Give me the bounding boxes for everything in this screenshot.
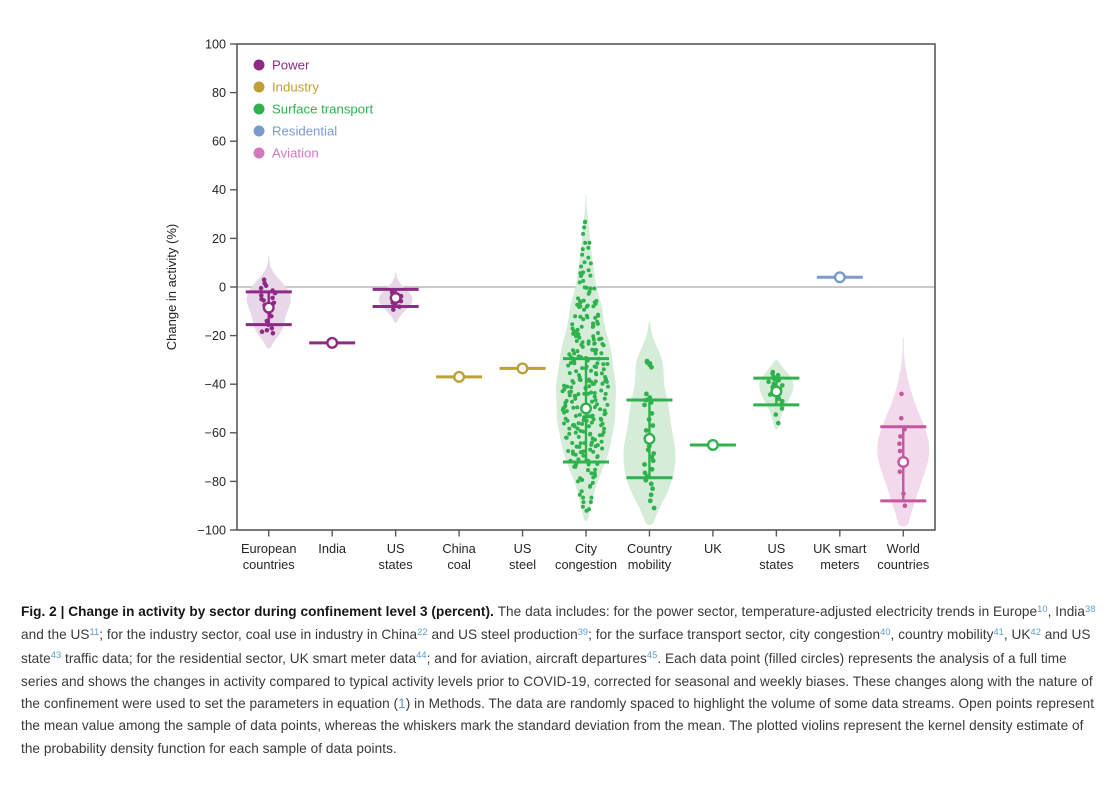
data-point xyxy=(585,315,589,319)
data-point xyxy=(598,407,602,411)
data-point xyxy=(562,384,566,388)
data-point xyxy=(581,505,585,509)
data-point xyxy=(563,404,567,408)
data-point xyxy=(570,441,574,445)
data-point xyxy=(593,395,597,399)
caption-segment-5: and the US xyxy=(21,627,90,643)
data-point xyxy=(578,280,582,284)
data-point xyxy=(581,317,585,321)
surface-transport-legend-dot xyxy=(254,104,265,115)
data-point xyxy=(592,382,596,386)
category-us-states-power xyxy=(373,272,419,323)
x-tick-label-india: India xyxy=(318,541,347,556)
y-tick-label: −80 xyxy=(204,474,226,489)
data-point xyxy=(589,443,593,447)
caption-segment-14[interactable]: 41 xyxy=(993,626,1004,637)
data-point xyxy=(648,498,653,503)
data-point xyxy=(592,342,596,346)
data-point xyxy=(652,506,657,511)
data-point xyxy=(581,279,585,283)
data-point xyxy=(586,246,590,250)
caption-segment-3: , India xyxy=(1047,604,1085,619)
data-point xyxy=(586,256,590,260)
data-point xyxy=(264,284,269,289)
y-tick-label: −20 xyxy=(204,329,226,343)
caption-segment-17: and US state xyxy=(21,627,1091,666)
caption-segment-21: ; and for aviation, aircraft departures xyxy=(426,650,647,666)
data-point xyxy=(897,441,902,446)
data-point xyxy=(580,478,584,482)
data-point xyxy=(592,287,596,291)
data-point xyxy=(570,400,574,404)
data-point xyxy=(593,405,597,409)
data-point xyxy=(594,348,598,352)
data-point xyxy=(591,450,595,454)
data-point xyxy=(582,225,586,229)
data-point xyxy=(581,232,585,236)
data-point xyxy=(580,253,584,257)
data-point xyxy=(591,325,595,329)
y-tick-label: 20 xyxy=(211,231,226,246)
data-point xyxy=(605,403,609,407)
data-point xyxy=(596,331,600,335)
data-point xyxy=(591,437,595,441)
data-point xyxy=(565,436,569,440)
data-point xyxy=(594,352,598,356)
mean-marker-uk-smart-meters xyxy=(835,272,845,282)
data-point xyxy=(581,247,585,251)
data-point xyxy=(592,337,596,341)
data-point xyxy=(576,392,580,396)
data-point xyxy=(898,449,903,454)
data-point xyxy=(587,424,591,428)
data-point xyxy=(774,412,779,417)
caption-segment-20[interactable]: 44 xyxy=(416,650,427,661)
data-point xyxy=(579,343,583,347)
data-point xyxy=(572,381,576,385)
data-point xyxy=(602,427,606,431)
data-point xyxy=(593,468,597,472)
mean-marker-country-mobility xyxy=(645,434,655,444)
data-point xyxy=(588,485,592,489)
mean-marker-world-countries xyxy=(898,457,908,467)
data-point xyxy=(589,261,593,265)
data-point xyxy=(898,434,903,439)
data-point xyxy=(579,378,583,382)
data-point xyxy=(579,429,583,433)
y-tick-label: 100 xyxy=(204,37,226,52)
legend-label-surface-transport: Surface transport xyxy=(272,101,374,117)
legend-label-industry: Industry xyxy=(272,79,319,95)
mean-marker-uk xyxy=(708,440,718,450)
data-point xyxy=(581,496,585,500)
data-point xyxy=(651,458,656,463)
y-axis-label: Change in activity (%) xyxy=(164,223,179,351)
industry-legend-dot xyxy=(254,82,265,93)
data-point xyxy=(261,298,266,303)
data-point xyxy=(588,274,592,278)
data-point xyxy=(594,398,598,402)
data-point xyxy=(576,296,580,300)
category-us-states-transport xyxy=(753,360,799,430)
data-point xyxy=(587,292,591,296)
data-point xyxy=(595,361,599,365)
data-point xyxy=(562,388,566,392)
category-china-coal xyxy=(436,372,482,382)
caption-segment-8[interactable]: 22 xyxy=(417,626,428,637)
mean-marker-us-steel xyxy=(518,364,528,374)
caption-segment-9: and US steel production xyxy=(427,627,578,643)
data-point xyxy=(599,417,603,421)
power-legend-dot xyxy=(254,60,265,71)
data-point xyxy=(575,349,579,353)
data-point xyxy=(644,392,649,397)
data-point xyxy=(596,322,600,326)
data-point xyxy=(562,411,566,415)
data-point xyxy=(575,445,579,449)
data-point xyxy=(601,362,605,366)
data-point xyxy=(391,307,396,312)
y-tick-label: 0 xyxy=(218,280,226,295)
data-point xyxy=(585,286,589,290)
caption-segment-10[interactable]: 39 xyxy=(577,626,589,637)
data-point xyxy=(589,415,593,419)
mean-marker-india xyxy=(327,338,337,348)
data-point xyxy=(577,421,581,425)
data-point xyxy=(599,423,603,427)
data-point xyxy=(600,447,604,451)
aviation-legend-dot xyxy=(254,148,265,159)
data-point xyxy=(600,342,604,346)
data-point xyxy=(571,450,575,454)
data-point xyxy=(574,334,578,338)
y-tick-label: −40 xyxy=(204,377,226,392)
x-tick-label-world-countries: World countries xyxy=(877,541,930,572)
data-point xyxy=(589,286,593,290)
data-point xyxy=(650,423,655,428)
data-point xyxy=(606,385,610,389)
data-point xyxy=(591,481,595,485)
data-point xyxy=(583,241,587,245)
data-point xyxy=(585,509,589,513)
data-point xyxy=(594,299,598,303)
data-point xyxy=(577,305,581,309)
data-point xyxy=(265,328,270,333)
data-point xyxy=(603,397,607,401)
data-point xyxy=(605,362,609,366)
category-uk-smart-meters xyxy=(817,272,863,282)
category-european-countries xyxy=(246,255,292,348)
x-tick-label-city-congestion: City congestion xyxy=(555,541,617,572)
data-point xyxy=(593,471,597,475)
data-point xyxy=(599,389,603,393)
caption-segment-22[interactable]: 45 xyxy=(646,650,658,661)
caption-segment-1: The data includes: for the power sector, temperature-adjusted electricity trends in Europe xyxy=(497,604,1038,619)
data-point xyxy=(572,352,576,356)
mean-marker-china-coal xyxy=(454,372,464,382)
caption-segment-0: Fig. 2 | Change in activity by sector during confinement level 3 (percent). xyxy=(21,604,498,619)
data-point xyxy=(567,427,571,431)
caption-segment-6[interactable]: 11 xyxy=(89,626,100,637)
legend-label-power: Power xyxy=(272,57,310,73)
data-point xyxy=(780,406,785,411)
data-point xyxy=(602,367,606,371)
category-country-mobility xyxy=(624,321,676,525)
mean-marker-european-countries xyxy=(264,303,274,313)
data-point xyxy=(649,481,654,486)
caption-segment-19: traffic data; for the residential sector, UK smart meter data xyxy=(61,650,417,666)
data-point xyxy=(582,299,586,303)
data-point xyxy=(587,342,591,346)
data-point xyxy=(577,435,581,439)
caption-segment-4[interactable]: 38 xyxy=(1085,603,1096,614)
data-point xyxy=(649,365,654,370)
data-point xyxy=(586,304,590,308)
data-point xyxy=(600,371,604,375)
data-point xyxy=(582,500,586,504)
legend xyxy=(254,58,374,161)
data-point xyxy=(642,462,647,467)
data-point xyxy=(569,385,573,389)
data-point xyxy=(596,454,600,458)
data-point xyxy=(593,316,597,320)
mean-marker-us-states-power xyxy=(391,293,401,303)
data-point xyxy=(574,431,578,435)
data-point xyxy=(575,405,579,409)
legend-label-aviation: Aviation xyxy=(272,145,319,161)
x-tick-label-us-states-power: US states xyxy=(378,541,413,572)
data-point xyxy=(587,241,591,245)
data-point xyxy=(271,331,276,336)
caption-segment-11: ; for the surface transport sector, city congestion xyxy=(588,627,881,643)
data-point xyxy=(571,360,575,364)
data-point xyxy=(567,432,571,436)
data-point xyxy=(575,339,579,343)
data-point xyxy=(567,352,571,356)
data-point xyxy=(573,397,577,401)
category-uk xyxy=(690,440,736,450)
data-point xyxy=(570,322,574,326)
data-point xyxy=(259,286,264,291)
data-point xyxy=(591,322,595,326)
data-point xyxy=(644,428,649,433)
data-point xyxy=(580,422,584,426)
x-tick-label-uk-smart-meters: UK smart meters xyxy=(813,541,867,572)
x-tick-label-china-coal: China coal xyxy=(442,541,476,572)
data-point xyxy=(589,500,593,504)
data-point xyxy=(562,421,566,425)
data-point xyxy=(574,414,578,418)
caption-segment-18[interactable]: 43 xyxy=(50,650,62,661)
mean-marker-city-congestion xyxy=(581,404,591,414)
x-tick-label-country-mobility: Country mobility xyxy=(627,541,672,572)
data-point xyxy=(598,433,602,437)
data-point xyxy=(589,369,593,373)
mean-marker-us-states-transport xyxy=(772,387,782,397)
data-point xyxy=(597,337,601,341)
data-point xyxy=(604,392,608,396)
data-point xyxy=(579,274,583,278)
data-point xyxy=(594,444,598,448)
y-tick-label: 40 xyxy=(211,183,226,198)
data-point xyxy=(776,421,781,426)
data-point xyxy=(573,424,577,428)
y-tick-label: 80 xyxy=(211,86,226,100)
data-point xyxy=(586,468,590,472)
data-point xyxy=(590,496,594,500)
category-india xyxy=(309,338,355,348)
data-point xyxy=(568,371,572,375)
data-point xyxy=(594,371,598,375)
data-point xyxy=(766,380,771,385)
data-point xyxy=(583,220,587,224)
x-tick-label-us-steel: US steel xyxy=(509,541,537,572)
data-point xyxy=(576,479,580,483)
data-point xyxy=(593,391,597,395)
category-world-countries xyxy=(877,338,929,527)
y-tick-label: 60 xyxy=(211,134,226,149)
data-point xyxy=(582,308,586,312)
caption-segment-12[interactable]: 40 xyxy=(880,626,891,637)
data-point xyxy=(578,413,582,417)
data-point xyxy=(270,296,275,301)
data-point xyxy=(601,382,605,386)
caption-segment-23: . Each data point (filled circles) represents the analysis of a full time series and shows the changes in activity compared to typical activity levels prior to COVID-19, corrected for seasonal and weekly biases. These changes along with the nature of the confinement were used to set the parameters in equation ( xyxy=(21,650,1093,712)
data-point xyxy=(573,314,577,318)
data-point xyxy=(566,419,570,423)
data-point xyxy=(591,475,595,479)
data-point xyxy=(587,268,591,272)
caption-segment-13: , country mobility xyxy=(890,627,994,643)
data-point xyxy=(899,392,904,397)
data-point xyxy=(579,265,583,269)
data-point xyxy=(899,416,904,421)
legend-label-residential: Residential xyxy=(272,123,338,139)
data-point xyxy=(650,486,655,491)
data-point xyxy=(642,403,647,408)
data-point xyxy=(588,433,592,437)
data-point xyxy=(590,421,594,425)
data-point xyxy=(590,400,594,404)
data-point xyxy=(580,366,584,370)
data-point xyxy=(580,325,584,329)
data-point xyxy=(583,260,587,264)
data-point xyxy=(649,492,654,497)
x-tick-label-uk: UK xyxy=(704,541,722,556)
y-tick-label: −100 xyxy=(197,523,226,538)
data-point xyxy=(566,449,570,453)
data-point xyxy=(594,365,598,369)
data-point xyxy=(571,327,575,331)
data-point xyxy=(600,440,604,444)
caption-segment-24[interactable]: 1 xyxy=(398,696,406,712)
data-point xyxy=(587,384,591,388)
data-point xyxy=(571,406,575,410)
category-us-steel xyxy=(500,364,546,374)
caption-segment-25: ) in Methods. The data are randomly spaced to highlight the volume of some data streams. Open points represent the mean value among the sample of data points, whereas the whiskers mark the standard deviation from the mean. The plotted violins represent the kernel density estimate of the probability density function for each sample of data points. xyxy=(21,696,1095,756)
data-point xyxy=(603,412,607,416)
data-point xyxy=(580,489,584,493)
data-point xyxy=(270,326,275,331)
caption-segment-7: ; for the industry sector, coal use in industry in China xyxy=(99,627,418,643)
figure-caption xyxy=(21,601,1097,760)
residential-legend-dot xyxy=(254,126,265,137)
data-point xyxy=(903,503,908,508)
data-point xyxy=(569,390,573,394)
data-point xyxy=(260,329,265,334)
data-point xyxy=(578,493,582,497)
data-point xyxy=(599,351,603,355)
caption-segment-16[interactable]: 42 xyxy=(1030,626,1041,637)
caption-segment-2[interactable]: 10 xyxy=(1037,603,1048,614)
x-tick-label-european-countries: European countries xyxy=(240,541,297,572)
data-point xyxy=(574,369,578,373)
category-city-congestion xyxy=(556,195,616,522)
data-point xyxy=(898,469,903,474)
data-point xyxy=(579,441,583,445)
data-point xyxy=(605,380,609,384)
y-tick-label: −60 xyxy=(204,426,226,441)
x-tick-label-us-states-transport: US states xyxy=(759,541,794,572)
caption-segment-15: , UK xyxy=(1003,627,1031,643)
data-point xyxy=(591,304,595,308)
